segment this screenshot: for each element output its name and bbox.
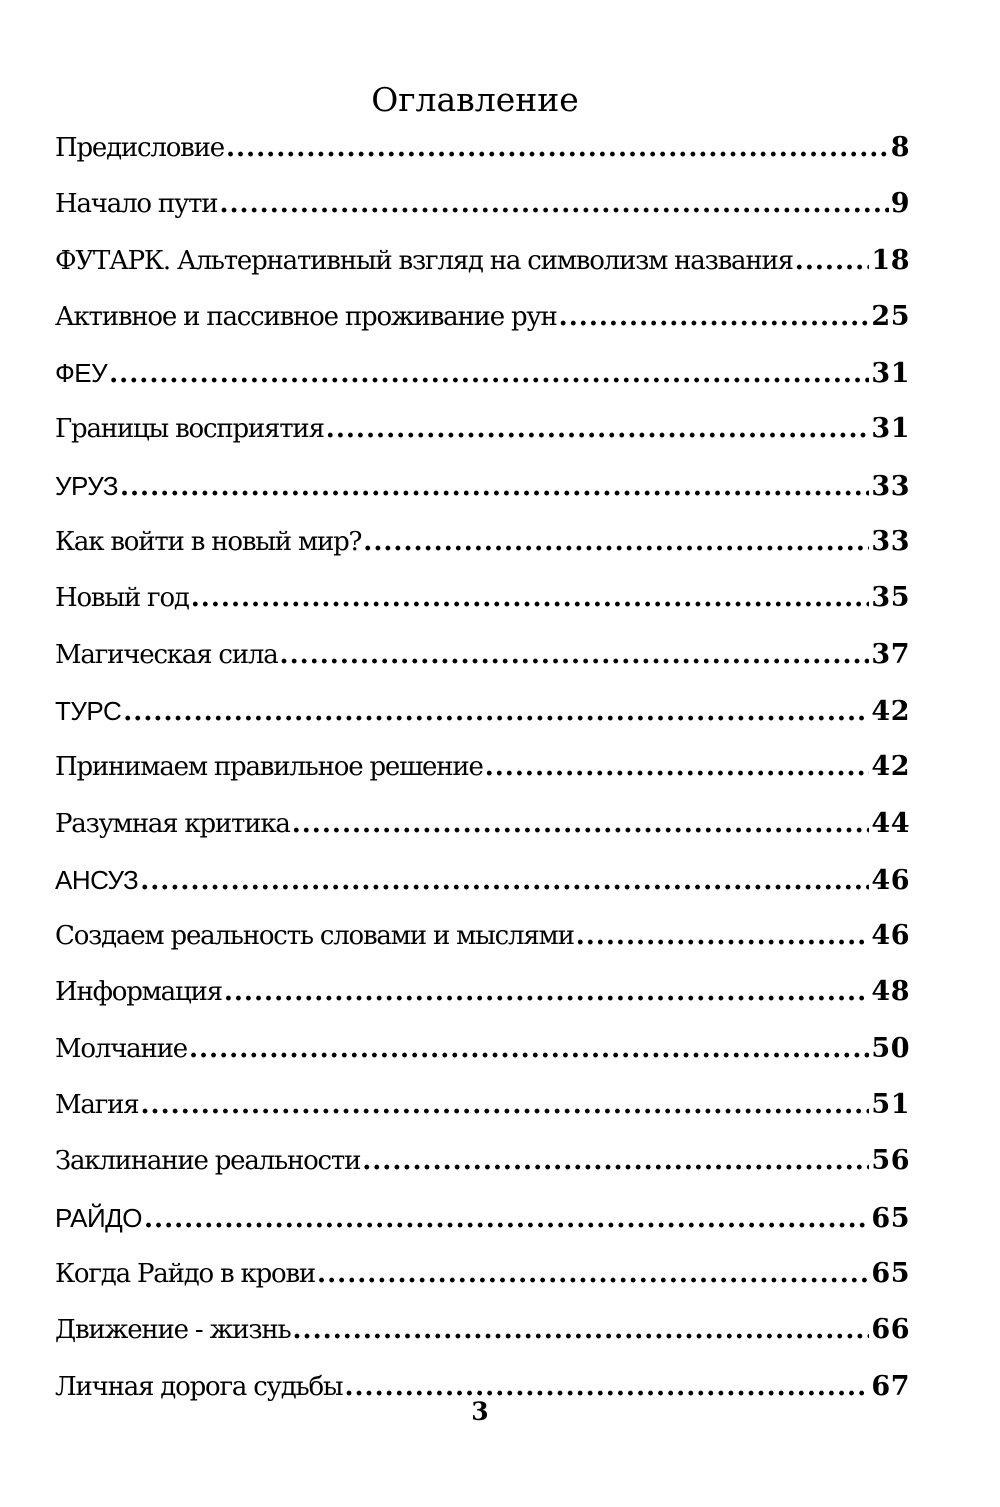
toc-entry-page: 8 [890, 132, 910, 163]
toc-entry [55, 908, 910, 964]
toc-entry [55, 514, 910, 570]
toc-entry-title: Когда Райдо в крови [55, 1258, 316, 1289]
toc-entry-page: 65 [871, 1202, 910, 1234]
toc-entry-page: 31 [871, 413, 910, 445]
toc-entry [55, 1190, 910, 1246]
toc-entry [55, 289, 910, 345]
toc-entry [55, 1302, 910, 1358]
toc-entry-page: 56 [871, 1145, 910, 1177]
toc-entry [55, 1246, 910, 1302]
toc-entry-title: УРУЗ [55, 470, 118, 501]
toc-entry [55, 233, 910, 289]
toc-entry [55, 345, 910, 401]
toc-entry [55, 1077, 910, 1133]
toc-entry-page: 42 [871, 751, 910, 783]
toc-entry-page: 66 [871, 1314, 910, 1346]
toc-entry-title: ТУРС [55, 695, 122, 726]
toc-entry-leader [362, 1133, 869, 1189]
toc-entry [55, 796, 910, 852]
toc-entry-leader [224, 964, 870, 1020]
toc-entry [55, 120, 910, 176]
page-number: 3 [471, 1397, 489, 1426]
toc-entry-leader [189, 1021, 869, 1077]
toc-entry-leader [363, 514, 869, 570]
toc-entry [55, 852, 910, 908]
toc-entry-title: Заклинание реальности [55, 1146, 361, 1177]
toc-entry-page: 50 [871, 1032, 910, 1064]
page-title: Оглавление [371, 80, 579, 120]
toc-entry-leader [191, 570, 870, 626]
toc-entry-page: 37 [871, 638, 910, 670]
toc-entry-page: 31 [871, 358, 910, 390]
toc-entry-title: Движение - жизнь [55, 1315, 291, 1346]
toc-entry-title: ФЕУ [55, 358, 108, 389]
toc-entry-leader [219, 176, 888, 232]
toc-entry [55, 570, 910, 626]
toc-entry-title: Активное и пассивное проживание рун [55, 301, 557, 332]
toc-entry-leader [120, 459, 869, 515]
toc-entry-title: Границы восприятия [55, 414, 324, 445]
toc-entry-leader [485, 739, 870, 795]
toc-entry-title: АНСУЗ [55, 864, 139, 895]
toc-entry-page: 46 [871, 920, 910, 952]
toc-entry-page: 9 [890, 188, 910, 220]
toc-entry-title: Магическая сила [55, 639, 278, 670]
toc-entry [55, 1021, 910, 1077]
toc-entry-title: Предисловие [55, 133, 224, 163]
toc-entry-leader [576, 908, 870, 964]
toc-entry-leader [109, 346, 869, 402]
toc-entry-leader [326, 401, 870, 457]
toc-entry [55, 683, 910, 739]
toc-entry-leader [280, 627, 870, 683]
toc-entry [55, 964, 910, 1020]
toc-entry-title: Принимаем правильное решение [55, 752, 483, 783]
toc-entry-title: Личная дорога судьбы [55, 1371, 343, 1402]
toc-entry-page: 42 [871, 695, 910, 727]
toc-entry-title: РАЙДО [55, 1202, 142, 1233]
toc-entry-title: Начало пути [55, 189, 218, 220]
toc-entry-title: Новый год [55, 583, 189, 614]
toc-entry-title: Разумная критика [55, 808, 290, 839]
table-of-contents [55, 120, 910, 1415]
toc-entry-page: 33 [871, 470, 910, 502]
toc-entry-page: 51 [871, 1089, 910, 1121]
toc-entry [55, 627, 910, 683]
toc-entry-page: 67 [871, 1370, 910, 1402]
toc-entry [55, 458, 910, 514]
toc-entry-title: Информация [55, 977, 222, 1008]
toc-entry-leader [292, 796, 870, 852]
toc-entry-page: 18 [871, 244, 910, 276]
toc-entry [55, 739, 910, 795]
toc-entry-leader [226, 120, 889, 176]
toc-entry-title: ФУТАРК. Альтернативный взгляд на символизм названия [55, 245, 793, 276]
toc-entry-leader [144, 1191, 869, 1247]
toc-entry-leader [140, 1077, 869, 1133]
toc-entry-leader [795, 233, 870, 289]
toc-entry-page: 65 [871, 1257, 910, 1289]
toc-entry-title: Магия [55, 1090, 139, 1121]
toc-entry-title: Как войти в новый мир? [55, 527, 362, 558]
toc-entry-page: 44 [871, 807, 910, 839]
toc-entry-title: Создаем реальность словами и мыслями [55, 921, 574, 952]
toc-entry [55, 176, 910, 232]
toc-entry-leader [317, 1246, 869, 1302]
toc-entry-leader [140, 853, 869, 909]
toc-entry [55, 1133, 910, 1189]
toc-entry-page: 35 [871, 582, 910, 614]
toc-entry-title: Молчание [55, 1033, 187, 1064]
toc-entry [55, 401, 910, 457]
toc-entry-leader [123, 684, 869, 740]
toc-entry-leader [559, 289, 870, 345]
toc-entry-page: 25 [871, 300, 910, 332]
toc-entry-page: 48 [871, 976, 910, 1008]
toc-entry-page: 46 [871, 864, 910, 896]
toc-entry-leader [292, 1302, 869, 1358]
toc-entry-page: 33 [871, 526, 910, 558]
